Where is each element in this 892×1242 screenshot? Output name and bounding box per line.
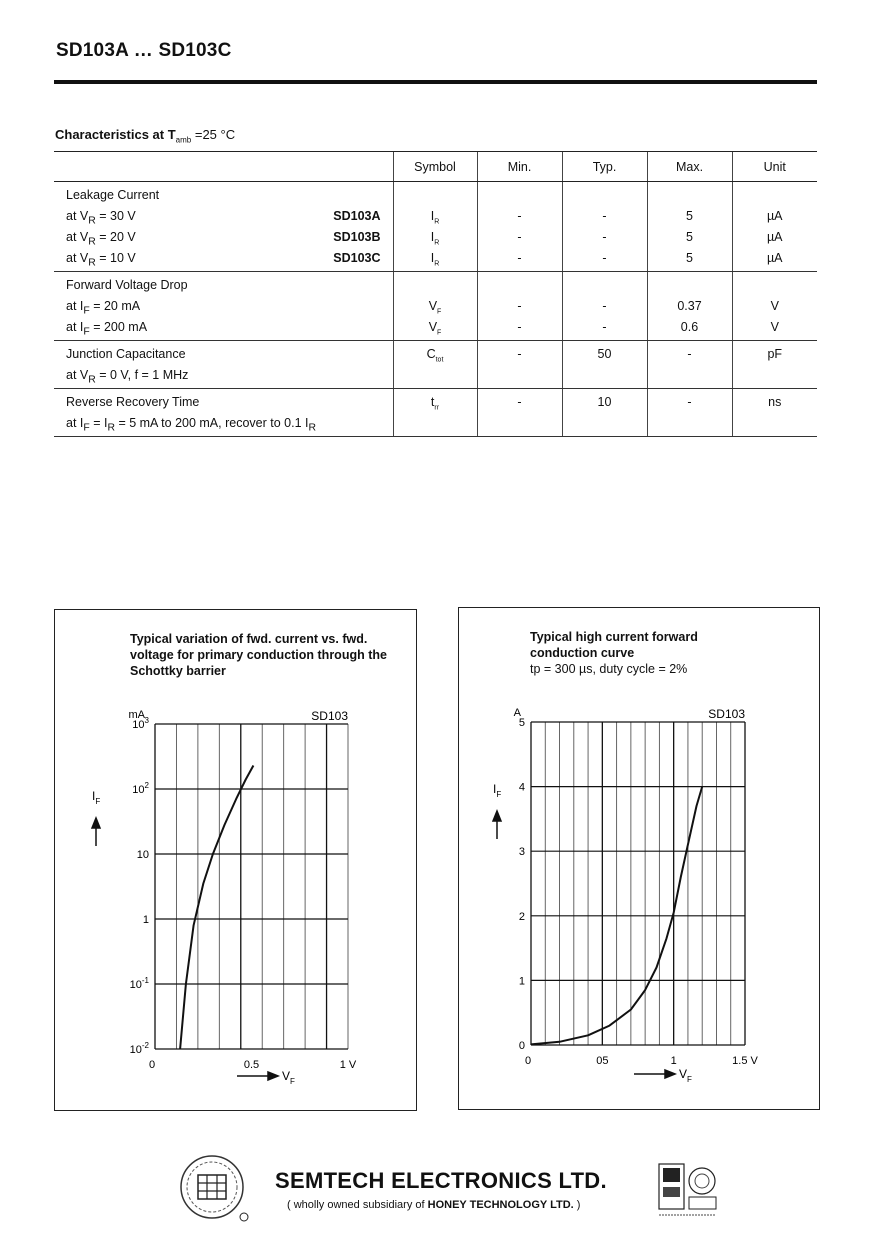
- max-cell: 5: [686, 209, 693, 223]
- device-label: SD103: [708, 707, 745, 721]
- unit-cell: pF: [767, 347, 783, 361]
- heading-suffix: =25 °C: [191, 127, 236, 142]
- typ-cell: -: [602, 299, 607, 313]
- param-condition: at $V_R = 20$ V SD103B: [66, 227, 393, 248]
- table-row-forward-voltage: [54, 272, 817, 341]
- chart-high-current: [458, 607, 820, 1110]
- y-tick-label: 5: [518, 717, 525, 729]
- max-cell: 0.37: [677, 299, 702, 313]
- x-axis-label: $V_F$: [282, 1069, 295, 1086]
- table-row-leakage: [54, 182, 817, 272]
- document-title: SD103A … SD103C: [56, 40, 232, 61]
- characteristics-table: [54, 151, 817, 437]
- typ-cell: -: [602, 320, 607, 334]
- x-tick-label: 05: [596, 1055, 609, 1067]
- param-condition: at $V_R = 0$ V, f = 1 MHz: [66, 368, 189, 386]
- typ-cell: 10: [597, 395, 612, 409]
- symbol-cell: $V_F$: [428, 320, 442, 337]
- y-tick-label: $10^{-1}$: [129, 976, 149, 991]
- y-tick-label: 10: [136, 849, 149, 861]
- series-line: [180, 766, 253, 1050]
- y-tick-label: 1: [142, 914, 149, 926]
- heading-prefix: Characteristics at T: [55, 127, 176, 142]
- heading-sub: amb: [175, 135, 192, 145]
- col-header-max: Max.: [647, 152, 732, 182]
- chart-title: Typical variation of fwd. current vs. fwd. voltage for primary conduction through the Schottky barrier: [130, 632, 387, 678]
- type-label: SD103B: [333, 230, 381, 244]
- y-tick-label: 3: [518, 846, 525, 859]
- characteristics-heading: [55, 127, 235, 145]
- symbol-cell: $C_{tot}$: [426, 347, 444, 364]
- param-header: [54, 152, 393, 182]
- min-cell: -: [517, 320, 522, 334]
- x-tick-label: 0.5: [243, 1059, 260, 1071]
- y-axis-label: $I_F$: [92, 789, 101, 806]
- unit-cell: µA: [766, 230, 783, 244]
- param-condition: at $I_F = 20$ mA: [66, 299, 141, 317]
- type-label: SD103A: [333, 209, 381, 223]
- y-unit-label: A: [513, 707, 521, 719]
- y-axis-arrow: [92, 818, 100, 846]
- table-header-row: [54, 152, 817, 182]
- company-logo: [178, 1153, 258, 1225]
- min-cell: -: [517, 209, 522, 223]
- x-axis-label: $V_F$: [679, 1067, 692, 1084]
- x-axis-arrow: [237, 1072, 278, 1080]
- x-tick-label: 0: [524, 1055, 532, 1067]
- chart-title: Typical high current forward conduction curve: [530, 630, 698, 660]
- typ-cell: -: [602, 209, 607, 223]
- param-condition: at $V_R = 30$ V SD103A: [66, 206, 393, 227]
- col-header-symbol: Symbol: [393, 152, 477, 182]
- y-axis-label: $I_F$: [493, 782, 502, 799]
- y-tick-label: $10^3$: [132, 716, 149, 731]
- typ-cell: -: [602, 251, 607, 265]
- subsidiary-note: ( wholly owned subsidiary of HONEY TECHNOLOGY LTD. ): [287, 1199, 581, 1211]
- min-cell: -: [517, 347, 522, 361]
- param-condition: at $I_F = 200$ mA: [66, 320, 148, 338]
- param-title: Reverse Recovery Time: [66, 395, 200, 409]
- param-condition: at $I_F = I_R = 5$ mA to 200 mA, recover to 0.1 $I_R$: [66, 416, 316, 434]
- chart-forward-current-log: [54, 609, 417, 1111]
- x-tick-label: 1 V: [339, 1059, 357, 1071]
- symbol-cell: $V_F$: [428, 299, 442, 316]
- symbol-cell: $I_R$: [430, 251, 440, 268]
- param-title: Leakage Current: [66, 188, 160, 202]
- certification-seal: [658, 1163, 718, 1221]
- y-tick-label: 1: [518, 975, 525, 988]
- min-cell: -: [517, 299, 522, 313]
- typ-cell: 50: [597, 347, 612, 361]
- y-tick-label: 4: [518, 781, 525, 794]
- unit-cell: V: [770, 299, 779, 313]
- min-cell: -: [517, 230, 522, 244]
- y-tick-label: $10^2$: [132, 781, 149, 796]
- unit-cell: µA: [766, 209, 783, 223]
- col-header-unit: Unit: [732, 152, 817, 182]
- col-header-typ: Typ.: [562, 152, 647, 182]
- min-cell: -: [517, 395, 522, 409]
- y-unit-label: mA: [128, 709, 145, 721]
- symbol-cell: $t_{rr}$: [430, 395, 440, 412]
- param-title: Junction Capacitance: [66, 347, 186, 361]
- typ-cell: -: [602, 230, 607, 244]
- y-axis-arrow: [493, 811, 501, 839]
- min-cell: -: [517, 251, 522, 265]
- symbol-cell: $I_R$: [430, 230, 440, 247]
- param-condition: at $V_R = 10$ V SD103C: [66, 248, 393, 269]
- chart-subtitle: tp = 300 µs, duty cycle = 2%: [530, 662, 688, 676]
- title-rule: [54, 80, 817, 84]
- table-row-capacitance: [54, 341, 817, 389]
- y-tick-label: 0: [518, 1040, 525, 1052]
- max-cell: -: [687, 347, 692, 361]
- unit-cell: V: [770, 320, 779, 334]
- symbol-cell: $I_R$: [430, 209, 440, 226]
- max-cell: 5: [686, 230, 693, 244]
- unit-cell: µA: [766, 251, 783, 265]
- type-label: SD103C: [333, 251, 381, 265]
- max-cell: 5: [686, 251, 693, 265]
- chart-plot: [459, 608, 819, 1109]
- x-axis-arrow: [634, 1070, 675, 1078]
- company-name: SEMTECH ELECTRONICS LTD.: [275, 1168, 607, 1193]
- col-header-min: Min.: [477, 152, 562, 182]
- x-tick-label: 1.5 V: [732, 1055, 758, 1067]
- max-cell: -: [687, 395, 692, 409]
- table-row-recovery: [54, 389, 817, 437]
- max-cell: 0.6: [680, 320, 699, 334]
- x-tick-label: 1: [670, 1055, 677, 1067]
- unit-cell: ns: [768, 395, 782, 409]
- chart-plot: [55, 610, 416, 1110]
- device-label: SD103: [311, 709, 348, 723]
- x-tick-label: 0: [148, 1059, 156, 1071]
- y-tick-label: 2: [518, 910, 525, 923]
- param-title: Forward Voltage Drop: [66, 278, 188, 292]
- y-tick-label: $10^{-2}$: [129, 1041, 149, 1056]
